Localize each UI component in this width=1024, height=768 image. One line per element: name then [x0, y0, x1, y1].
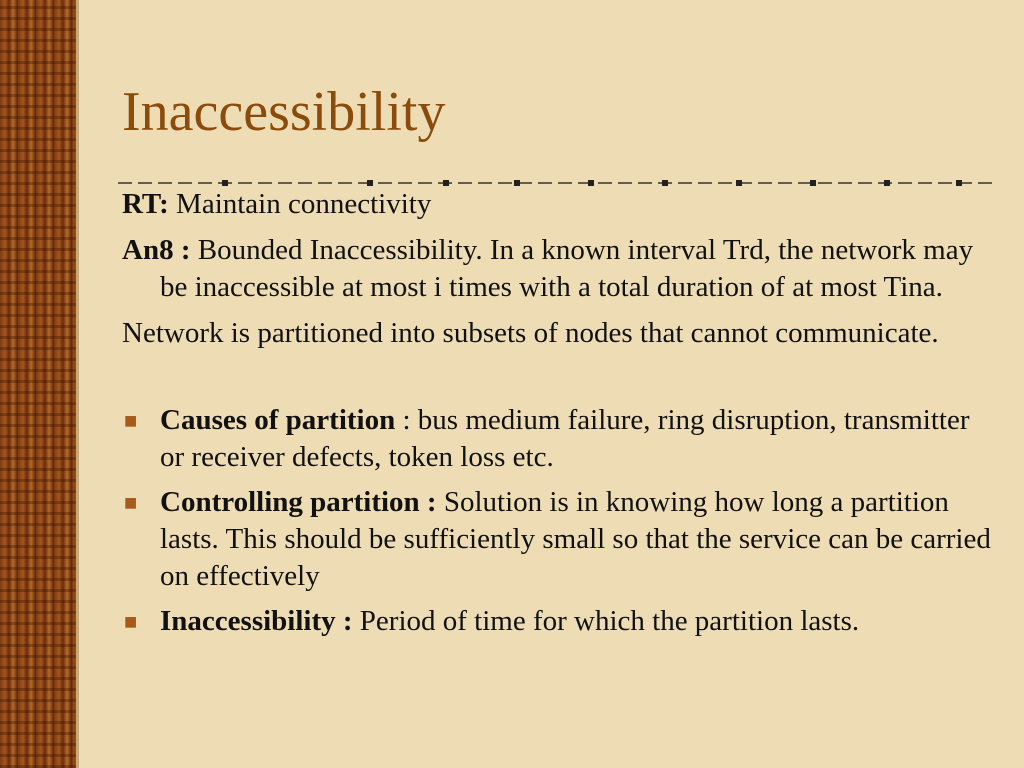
bullet-text: Period of time for which the partition lasts. — [359, 605, 860, 637]
paragraph-rt — [122, 186, 992, 223]
square-bullet-icon: ■ — [124, 609, 138, 634]
sidebar-edge — [76, 0, 79, 768]
slide-title: Inaccessibility — [122, 81, 446, 143]
bullet-label: Controlling partition : — [160, 486, 444, 518]
bullet-label: Causes of partition — [160, 404, 396, 436]
paragraph-text: Network is partitioned into subsets of nodes that cannot communicate. — [122, 317, 939, 349]
paragraph-an8 — [122, 232, 992, 306]
square-bullet-icon: ■ — [124, 490, 138, 515]
bullet-list — [122, 402, 992, 640]
bullet-text: Solution is in knowing how long a partition lasts. This should be sufficiently small so that the service can be carried on effectively — [160, 486, 991, 592]
paragraph-label: An8 : — [122, 234, 198, 266]
paragraph-text: Maintain connectivity — [168, 188, 432, 220]
bullet-item — [122, 603, 992, 640]
bullet-item — [122, 402, 992, 476]
square-bullet-icon: ■ — [124, 408, 138, 433]
paragraph-network — [122, 315, 992, 352]
paragraph-label: RT: — [122, 188, 169, 220]
bullet-text: : bus medium failure, ring disruption, transmitter or receiver defects, token loss etc. — [160, 404, 970, 473]
decorative-sidebar — [0, 0, 76, 768]
slide-body — [122, 186, 992, 648]
bullet-item — [122, 484, 992, 595]
paragraph-text: Bounded Inaccessibility. In a known interval Trd, the network may be inaccessible at most i times with a total duration of at most Tina. — [160, 234, 974, 303]
bullet-label: Inaccessibility : — [160, 605, 360, 637]
